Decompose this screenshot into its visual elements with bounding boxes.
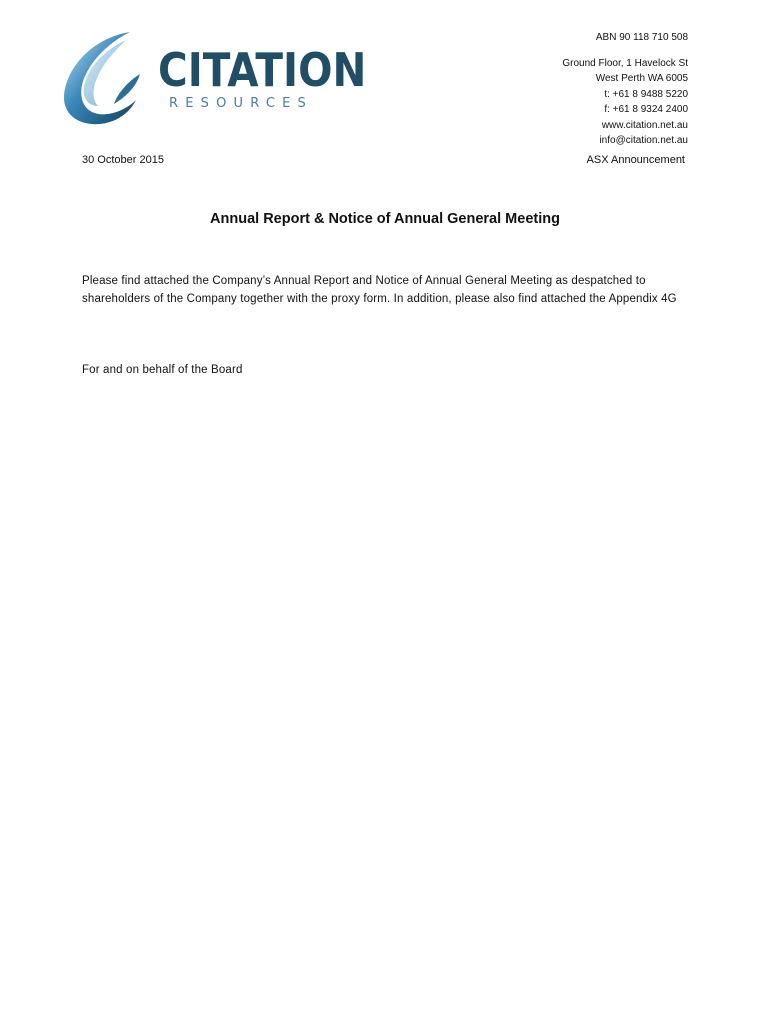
body-paragraph: Please find attached the Company’s Annual Report and Notice of Annual General Meeting as despatched to shareholders of the Company together with the proxy form. In addition, please also find attached the Appendix 4G — [82, 275, 677, 305]
document-title: Annual Report & Notice of Annual General Meeting — [210, 211, 560, 227]
signoff-line: For and on behalf of the Board — [82, 364, 243, 376]
phone-number: t: +61 8 9488 5220 — [604, 88, 688, 100]
website-link[interactable]: www.citation.net.au — [601, 119, 688, 131]
contact-block — [562, 30, 688, 149]
logo-subtitle: RESOURCES — [169, 96, 313, 111]
address-line-1: Ground Floor, 1 Havelock St — [562, 57, 688, 69]
email-link[interactable]: info@citation.net.au — [599, 135, 688, 146]
swirl-logo-icon — [52, 28, 152, 128]
address-line-2: West Perth WA 6005 — [595, 73, 688, 84]
document-date: 30 October 2015 — [82, 154, 164, 166]
fax-number: f: +61 8 9324 2400 — [604, 104, 688, 115]
abn-number: ABN 90 118 710 508 — [595, 32, 688, 43]
announcement-type: ASX Announcement — [586, 154, 685, 166]
company-logo — [52, 28, 367, 128]
logo-wordmark: CITATION — [158, 43, 367, 97]
